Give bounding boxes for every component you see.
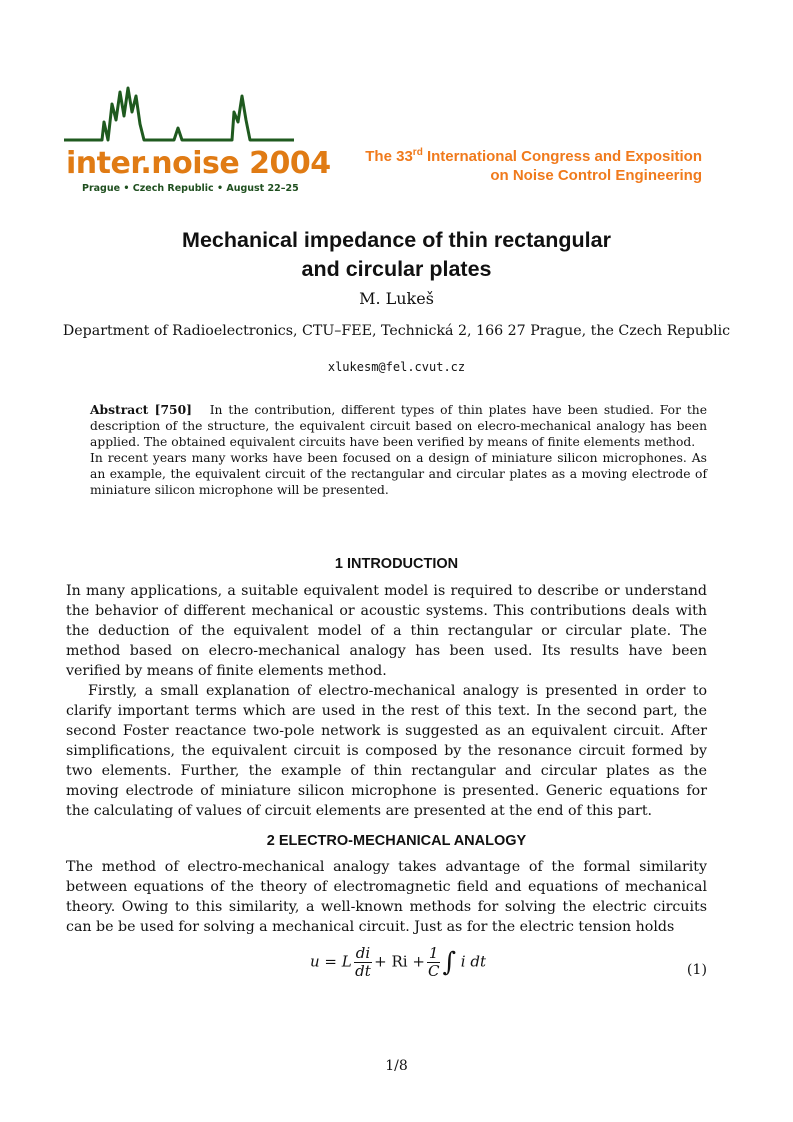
congress-header [365, 143, 702, 185]
section-1-para-1: In many applications, a suitable equivalent model is required to describe or understand the behavior of different mechanical or acoustic systems. This contributions deals with the deduction of the equivalent model of a thin rectangular or circular plate. The method based on elecro-mechanical analogy has been used. Its results have been verified by means of finite elements method. [66, 583, 707, 679]
equation-number: (1) [686, 962, 707, 978]
page-number: 1/8 [385, 1058, 408, 1074]
equation-1 [0, 945, 793, 995]
affiliation: Department of Radioelectronics, CTU–FEE, Technická 2, 166 27 Prague, the Czech Republic [62, 323, 731, 339]
section-2-para-1: The method of electro-mechanical analogy takes advantage of the formal similarity between equations of the theory of electromagnetic field and equations of mechanical theory. Owing to this similarity, a well-known methods for solving the electric circuits can be be used for solving a mechanical circuit. Just as for the electric tension holds [66, 859, 707, 935]
author: M. Lukeš [359, 289, 434, 308]
logo-subtitle: Prague • Czech Republic • August 22–25 [82, 183, 299, 194]
abstract-para-1: In the contribution, different types of thin plates have been studied. For the description of the structure, the equivalent circuit based on elecro-mechanical analogy has been applied. The obtained equivalent circuits have been verified by means of finite elements method. [90, 403, 707, 449]
abstract-para-2: In recent years many works have been focused on a design of miniature silicon microphones. As an example, the equivalent circuit of the rectangular and circular plates as a moving electrode of miniature silicon microphone will be presented. [90, 451, 707, 497]
section-1-body [66, 581, 707, 821]
email-link[interactable]: xlukesm@fel.cvut.cz [327, 360, 466, 374]
section-1-heading: 1 INTRODUCTION [334, 556, 459, 572]
congress-line-1: The 33rd International Congress and Exposition [365, 147, 702, 165]
logo-wordmark: inter.noise 2004 [66, 146, 331, 181]
abstract-label: Abstract [750] [90, 402, 192, 417]
abstract [90, 402, 707, 498]
section-1-para-2: Firstly, a small explanation of electro-mechanical analogy is presented in order to clarify important terms which are used in the rest of this text. In the second part, the second Foster reactance two-pole network is suggested as an equivalent circuit. After simplifications, the equivalent circuit is composed by the resonance circuit formed by two elements. Further, the example of thin rectangular and circular plates as the moving electrode of miniature silicon microphone is presented. Generic equations for the calculating of values of circuit elements are presented at the end of this part. [66, 683, 707, 819]
equation-body: u = L $\frac{di}{dt}$ + Ri + $\frac{1}{C}$ ∫ i dt [310, 944, 486, 980]
paper-title: Mechanical impedance of thin rectangular and circular plates [182, 228, 611, 281]
inter-noise-logo [62, 82, 331, 200]
congress-line-2: on Noise Control Engineering [490, 167, 702, 184]
section-2-body [66, 857, 707, 937]
section-2-heading: 2 ELECTRO-MECHANICAL ANALOGY [266, 833, 527, 849]
